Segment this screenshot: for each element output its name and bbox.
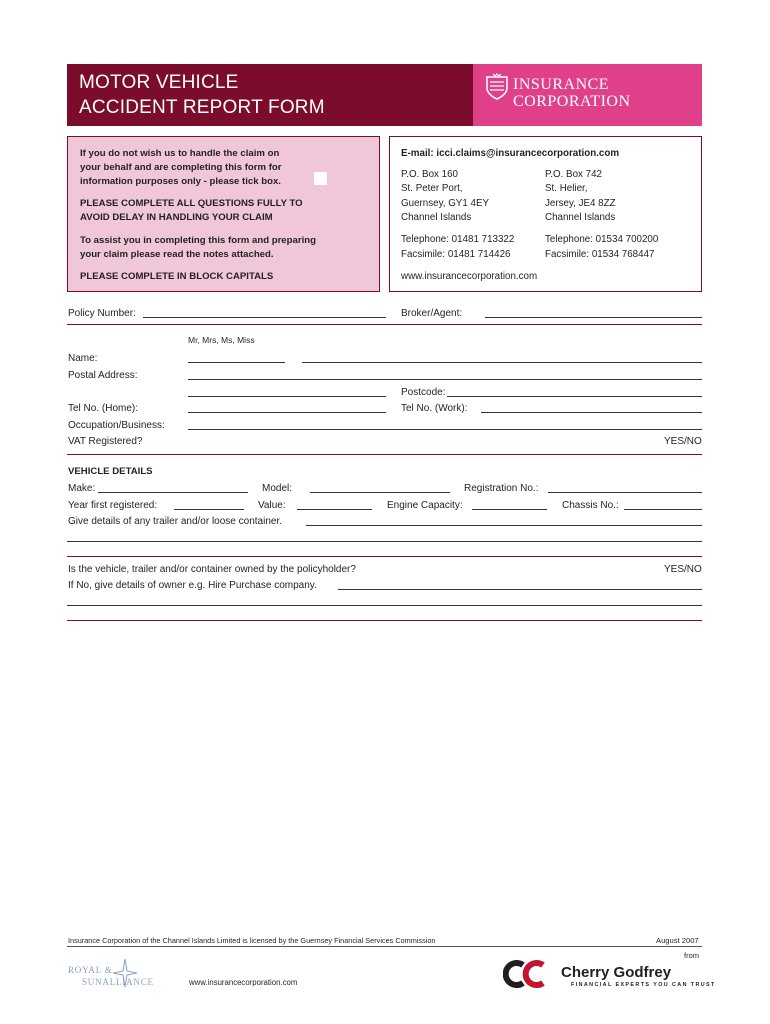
section-divider	[67, 454, 702, 455]
section-divider	[67, 556, 702, 557]
complete-text-1: PLEASE COMPLETE ALL QUESTIONS FULLY TO	[80, 198, 303, 209]
ownership-question: Is the vehicle, trailer and/or container owned by the policyholder?	[68, 564, 356, 575]
year-registered-field[interactable]	[174, 509, 244, 510]
royal-logo-line-2: SUNALLIANCE	[82, 977, 154, 987]
assist-text-2: your claim please read the notes attached.	[80, 249, 274, 260]
policy-number-label: Policy Number:	[68, 308, 136, 319]
from-label: from	[684, 951, 699, 960]
jersey-facsimile: Facsimile: 01534 768447	[545, 249, 655, 260]
tel-work-field[interactable]	[481, 412, 702, 413]
value-field[interactable]	[297, 509, 372, 510]
broker-agent-field[interactable]	[485, 317, 702, 318]
name-label: Name:	[68, 353, 98, 364]
guernsey-telephone: Telephone: 01481 713322	[401, 234, 515, 245]
jersey-address-3: Jersey, JE4 8ZZ	[545, 198, 616, 209]
registration-label: Registration No.:	[464, 483, 539, 494]
guernsey-address-4: Channel Islands	[401, 212, 472, 223]
form-date: August 2007	[656, 936, 699, 945]
royal-logo-line-1: ROYAL &	[68, 965, 113, 975]
policy-number-field[interactable]	[143, 317, 386, 318]
trailer-field-1[interactable]	[306, 525, 702, 526]
assist-text-1: To assist you in completing this form and preparing	[80, 235, 316, 246]
tick-text-1: If you do not wish us to handle the claim on	[80, 148, 280, 159]
instructions-box	[67, 136, 380, 292]
jersey-address-1: P.O. Box 742	[545, 169, 603, 180]
ownership-yes-no[interactable]: YES/NO	[664, 564, 702, 575]
section-divider	[67, 324, 702, 325]
trailer-field-2[interactable]	[67, 541, 702, 542]
form-title	[79, 70, 325, 120]
postal-address-field-1[interactable]	[188, 379, 702, 380]
jersey-address-2: St. Helier,	[545, 183, 588, 194]
logo-text	[513, 76, 631, 110]
vat-registered-label: VAT Registered?	[68, 436, 143, 447]
contact-email: E-mail: icci.claims@insurancecorporation.com	[401, 148, 620, 159]
postal-address-field-2[interactable]	[188, 396, 386, 397]
tel-home-field[interactable]	[188, 412, 386, 413]
year-registered-label: Year first registered:	[68, 500, 158, 511]
engine-capacity-field[interactable]	[472, 509, 547, 510]
guernsey-address-3: Guernsey, GY1 4EY	[401, 198, 490, 209]
engine-capacity-label: Engine Capacity:	[387, 500, 463, 511]
footer-rule	[67, 946, 702, 947]
form-header	[67, 64, 702, 126]
complete-text-2: AVOID DELAY IN HANDLING YOUR CLAIM	[80, 212, 273, 223]
jersey-address-4: Channel Islands	[545, 212, 616, 223]
chassis-field[interactable]	[624, 509, 702, 510]
royal-sunalliance-logo	[68, 958, 180, 992]
contact-website: www.insurancecorporation.com	[401, 271, 538, 282]
insurance-corporation-logo	[473, 64, 702, 126]
owner-details-label: If No, give details of owner e.g. Hire Purchase company.	[68, 580, 317, 591]
vat-yes-no[interactable]: YES/NO	[664, 436, 702, 447]
tel-work-label: Tel No. (Work):	[401, 403, 468, 414]
cherry-godfrey-name: Cherry Godfrey	[561, 964, 672, 981]
tick-text-3: information purposes only - please tick box.	[80, 176, 281, 187]
owner-details-field-2[interactable]	[67, 605, 702, 606]
registration-field[interactable]	[548, 492, 702, 493]
cherry-godfrey-logo	[503, 952, 716, 992]
name-field[interactable]	[302, 362, 702, 363]
occupation-field[interactable]	[188, 429, 702, 430]
make-label: Make:	[68, 483, 96, 494]
crest-icon	[485, 73, 509, 101]
section-divider	[67, 620, 702, 621]
guernsey-facsimile: Facsimile: 01481 714426	[401, 249, 511, 260]
footer-website: www.insurancecorporation.com	[189, 978, 298, 987]
postal-address-label: Postal Address:	[68, 370, 138, 381]
value-label: Value:	[258, 500, 286, 511]
trailer-label: Give details of any trailer and/or loose container.	[68, 516, 283, 527]
vehicle-details-heading: VEHICLE DETAILS	[68, 466, 153, 477]
chassis-label: Chassis No.:	[562, 500, 619, 511]
make-field[interactable]	[98, 492, 248, 493]
postcode-label: Postcode:	[401, 387, 446, 398]
logo-line-2: CORPORATION	[513, 93, 631, 110]
title-line-1: MOTOR VEHICLE	[79, 72, 239, 93]
title-options-label: Mr, Mrs, Ms, Miss	[188, 335, 255, 345]
contact-box	[389, 136, 702, 292]
cherry-godfrey-mark-icon	[503, 960, 559, 988]
title-line-2: ACCIDENT REPORT FORM	[79, 97, 325, 118]
owner-details-field-1[interactable]	[338, 589, 702, 590]
model-field[interactable]	[310, 492, 450, 493]
occupation-label: Occupation/Business:	[68, 420, 165, 431]
logo-line-1: INSURANCE	[513, 76, 610, 93]
license-statement: Insurance Corporation of the Channel Islands Limited is licensed by the Guernsey Financial Services Commission	[68, 936, 436, 945]
information-only-checkbox[interactable]	[314, 172, 327, 185]
broker-agent-label: Broker/Agent:	[401, 308, 463, 319]
jersey-telephone: Telephone: 01534 700200	[545, 234, 659, 245]
tel-home-label: Tel No. (Home):	[68, 403, 139, 414]
title-field[interactable]	[188, 362, 285, 363]
model-label: Model:	[262, 483, 293, 494]
guernsey-address-1: P.O. Box 160	[401, 169, 459, 180]
guernsey-address-2: St. Peter Port,	[401, 183, 463, 194]
cherry-godfrey-tagline: FINANCIAL EXPERTS YOU CAN TRUST	[571, 982, 716, 988]
tick-text-2: your behalf and are completing this form for	[80, 162, 282, 173]
block-capitals-text: PLEASE COMPLETE IN BLOCK CAPITALS	[80, 271, 274, 282]
postcode-field[interactable]	[447, 396, 702, 397]
